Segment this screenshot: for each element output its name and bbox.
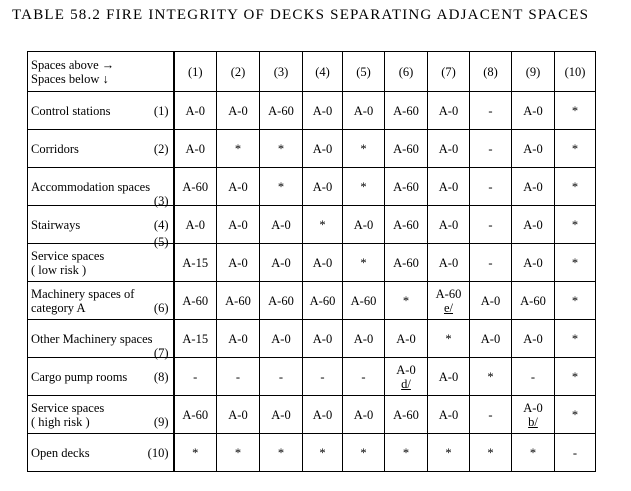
table-cell: *: [555, 358, 596, 396]
row-number: (5): [153, 234, 169, 249]
table-cell: A-0: [174, 130, 217, 168]
table-cell: A-0: [303, 92, 343, 130]
table-cell: A-0: [260, 244, 303, 282]
table-cell: A-60: [512, 282, 555, 320]
footnote-ref: e/: [443, 300, 454, 315]
table-cell: *: [555, 92, 596, 130]
row-label: Stairways: [31, 217, 81, 232]
table-cell: -: [470, 206, 512, 244]
table-cell: A-0: [217, 92, 260, 130]
row-header: [28, 434, 174, 472]
row-header: [28, 168, 174, 206]
table-cell: A-15: [174, 320, 217, 358]
table-cell: *: [428, 320, 470, 358]
table-cell: A-0: [217, 320, 260, 358]
table-cell: A-0: [303, 320, 343, 358]
row-header: [28, 234, 174, 282]
table-cell: [385, 358, 428, 396]
table-cell: -: [260, 358, 303, 396]
table-cell: A-60: [217, 282, 260, 320]
table-cell: A-0: [428, 168, 470, 206]
table-cell: A-0: [470, 282, 512, 320]
col-header: (5): [343, 52, 385, 92]
col-header: (4): [303, 52, 343, 92]
table-cell: [512, 396, 555, 434]
table-cell: -: [343, 358, 385, 396]
table-title: TABLE 58.2 FIRE INTEGRITY OF DECKS SEPARATING ADJACENT SPACES: [12, 7, 590, 23]
cell-value: A-60: [435, 286, 462, 301]
table-cell: A-60: [343, 282, 385, 320]
table-cell: A-0: [512, 168, 555, 206]
cell-value: A-0: [396, 362, 416, 377]
table-row: [28, 168, 596, 206]
table-cell: A-0: [428, 358, 470, 396]
table-cell: -: [174, 358, 217, 396]
table-cell: *: [174, 434, 217, 472]
table-cell: A-0: [217, 206, 260, 244]
table-row: [28, 396, 596, 434]
table-cell: A-60: [385, 206, 428, 244]
table-cell: A-60: [174, 396, 217, 434]
row-number: (8): [153, 369, 169, 384]
table-cell: -: [555, 434, 596, 472]
table-cell: A-0: [260, 396, 303, 434]
row-number: (6): [153, 300, 169, 315]
table-cell: *: [555, 130, 596, 168]
table-cell: A-60: [260, 92, 303, 130]
row-label: Corridors: [31, 141, 79, 156]
table-row: [28, 434, 596, 472]
row-header: [28, 206, 174, 244]
row-number: (7): [153, 345, 169, 360]
row-header: [28, 396, 174, 434]
table-cell: -: [470, 130, 512, 168]
table-cell: A-60: [385, 244, 428, 282]
table-cell: *: [260, 168, 303, 206]
table-cell: A-60: [385, 130, 428, 168]
table-row: [28, 320, 596, 358]
col-header: (7): [428, 52, 470, 92]
table-cell: *: [217, 130, 260, 168]
col-header: (3): [260, 52, 303, 92]
table-cell: -: [470, 244, 512, 282]
row-number: (1): [153, 103, 169, 118]
row-label: Service spaces: [31, 400, 105, 415]
table-cell: A-15: [174, 244, 217, 282]
table-cell: *: [555, 168, 596, 206]
table-cell: A-0: [303, 130, 343, 168]
table-cell: A-0: [512, 92, 555, 130]
table-cell: *: [512, 434, 555, 472]
col-header: (2): [217, 52, 260, 92]
table-cell: A-0: [217, 244, 260, 282]
col-header: (8): [470, 52, 512, 92]
table-row: [28, 282, 596, 320]
col-header: (1): [174, 52, 217, 92]
row-label: Other Machinery spaces: [31, 331, 153, 346]
table-row: [28, 358, 596, 396]
row-number: (3): [153, 193, 169, 208]
table-cell: A-60: [303, 282, 343, 320]
table-cell: -: [303, 358, 343, 396]
table-cell: *: [343, 244, 385, 282]
table-cell: *: [343, 168, 385, 206]
table-cell: *: [385, 282, 428, 320]
table-cell: A-0: [428, 396, 470, 434]
table-row: [28, 244, 596, 282]
table-cell: A-0: [217, 168, 260, 206]
table-cell: A-0: [470, 320, 512, 358]
row-label-line2: category A: [31, 300, 86, 315]
table-cell: -: [470, 168, 512, 206]
table-cell: -: [470, 92, 512, 130]
row-label-line2: ( low risk ): [31, 262, 87, 277]
spaces-below-label: Spaces below ↓: [31, 71, 109, 86]
table-cell: *: [555, 282, 596, 320]
row-label: Machinery spaces of: [31, 286, 135, 301]
table-cell: *: [217, 434, 260, 472]
table-cell: A-0: [385, 320, 428, 358]
table-cell: A-0: [343, 92, 385, 130]
table-cell: *: [343, 130, 385, 168]
row-header: [28, 130, 174, 168]
table-cell: *: [555, 396, 596, 434]
table-cell: *: [555, 244, 596, 282]
table-cell: *: [428, 434, 470, 472]
table-row: [28, 92, 596, 130]
table-cell: *: [385, 434, 428, 472]
row-header: [28, 282, 174, 320]
table-cell: A-60: [385, 168, 428, 206]
table-cell: A-60: [385, 396, 428, 434]
row-label-line2: ( high risk ): [31, 414, 90, 429]
row-number: (4): [153, 217, 169, 232]
table-cell: A-0: [428, 206, 470, 244]
table-cell: A-60: [174, 168, 217, 206]
table-cell: *: [470, 358, 512, 396]
table-row: [28, 206, 596, 244]
table-cell: A-0: [428, 92, 470, 130]
table-cell: A-0: [303, 168, 343, 206]
table-cell: *: [260, 130, 303, 168]
table-cell: *: [343, 434, 385, 472]
header-row: [28, 52, 596, 92]
table-cell: A-0: [343, 320, 385, 358]
footnote-ref: d/: [401, 376, 411, 391]
table-cell: A-0: [303, 396, 343, 434]
table-cell: A-0: [512, 130, 555, 168]
table-cell: A-0: [260, 206, 303, 244]
table-cell: A-0: [428, 244, 470, 282]
table-cell: *: [260, 434, 303, 472]
row-number: (2): [153, 141, 169, 156]
row-label: Cargo pump rooms: [31, 369, 128, 384]
row-number: (9): [153, 414, 169, 429]
table-cell: A-0: [428, 130, 470, 168]
row-header: [28, 92, 174, 130]
row-label: Accommodation spaces: [31, 179, 151, 194]
table-cell: A-0: [512, 206, 555, 244]
col-header: (10): [555, 52, 596, 92]
row-label: Open decks: [31, 445, 90, 460]
table-cell: A-0: [174, 92, 217, 130]
table-row: [28, 130, 596, 168]
table-cell: A-0: [217, 396, 260, 434]
col-header: (9): [512, 52, 555, 92]
cell-value: A-0: [523, 400, 543, 415]
row-label: Service spaces: [31, 248, 105, 263]
table-cell: *: [470, 434, 512, 472]
table-cell: *: [555, 320, 596, 358]
table-cell: A-0: [174, 206, 217, 244]
table-cell: [428, 282, 470, 320]
table-cell: *: [555, 206, 596, 244]
table-cell: A-60: [260, 282, 303, 320]
table-cell: A-0: [343, 206, 385, 244]
table-cell: A-60: [174, 282, 217, 320]
fire-integrity-table: [27, 51, 596, 472]
table-cell: A-0: [512, 320, 555, 358]
table-cell: *: [303, 206, 343, 244]
spaces-above-label: Spaces above →: [31, 57, 115, 72]
table-cell: A-0: [303, 244, 343, 282]
row-header: [28, 320, 174, 358]
table-cell: A-0: [343, 396, 385, 434]
corner-header: [28, 52, 174, 92]
table-cell: -: [470, 396, 512, 434]
row-header: [28, 358, 174, 396]
footnote-ref: b/: [528, 414, 538, 429]
table-cell: *: [303, 434, 343, 472]
table-cell: A-0: [260, 320, 303, 358]
table-cell: -: [512, 358, 555, 396]
row-number: (10): [147, 445, 169, 460]
row-label: Control stations: [31, 103, 111, 118]
col-header: (6): [385, 52, 428, 92]
table-cell: A-0: [512, 244, 555, 282]
table-cell: A-60: [385, 92, 428, 130]
table-cell: -: [217, 358, 260, 396]
